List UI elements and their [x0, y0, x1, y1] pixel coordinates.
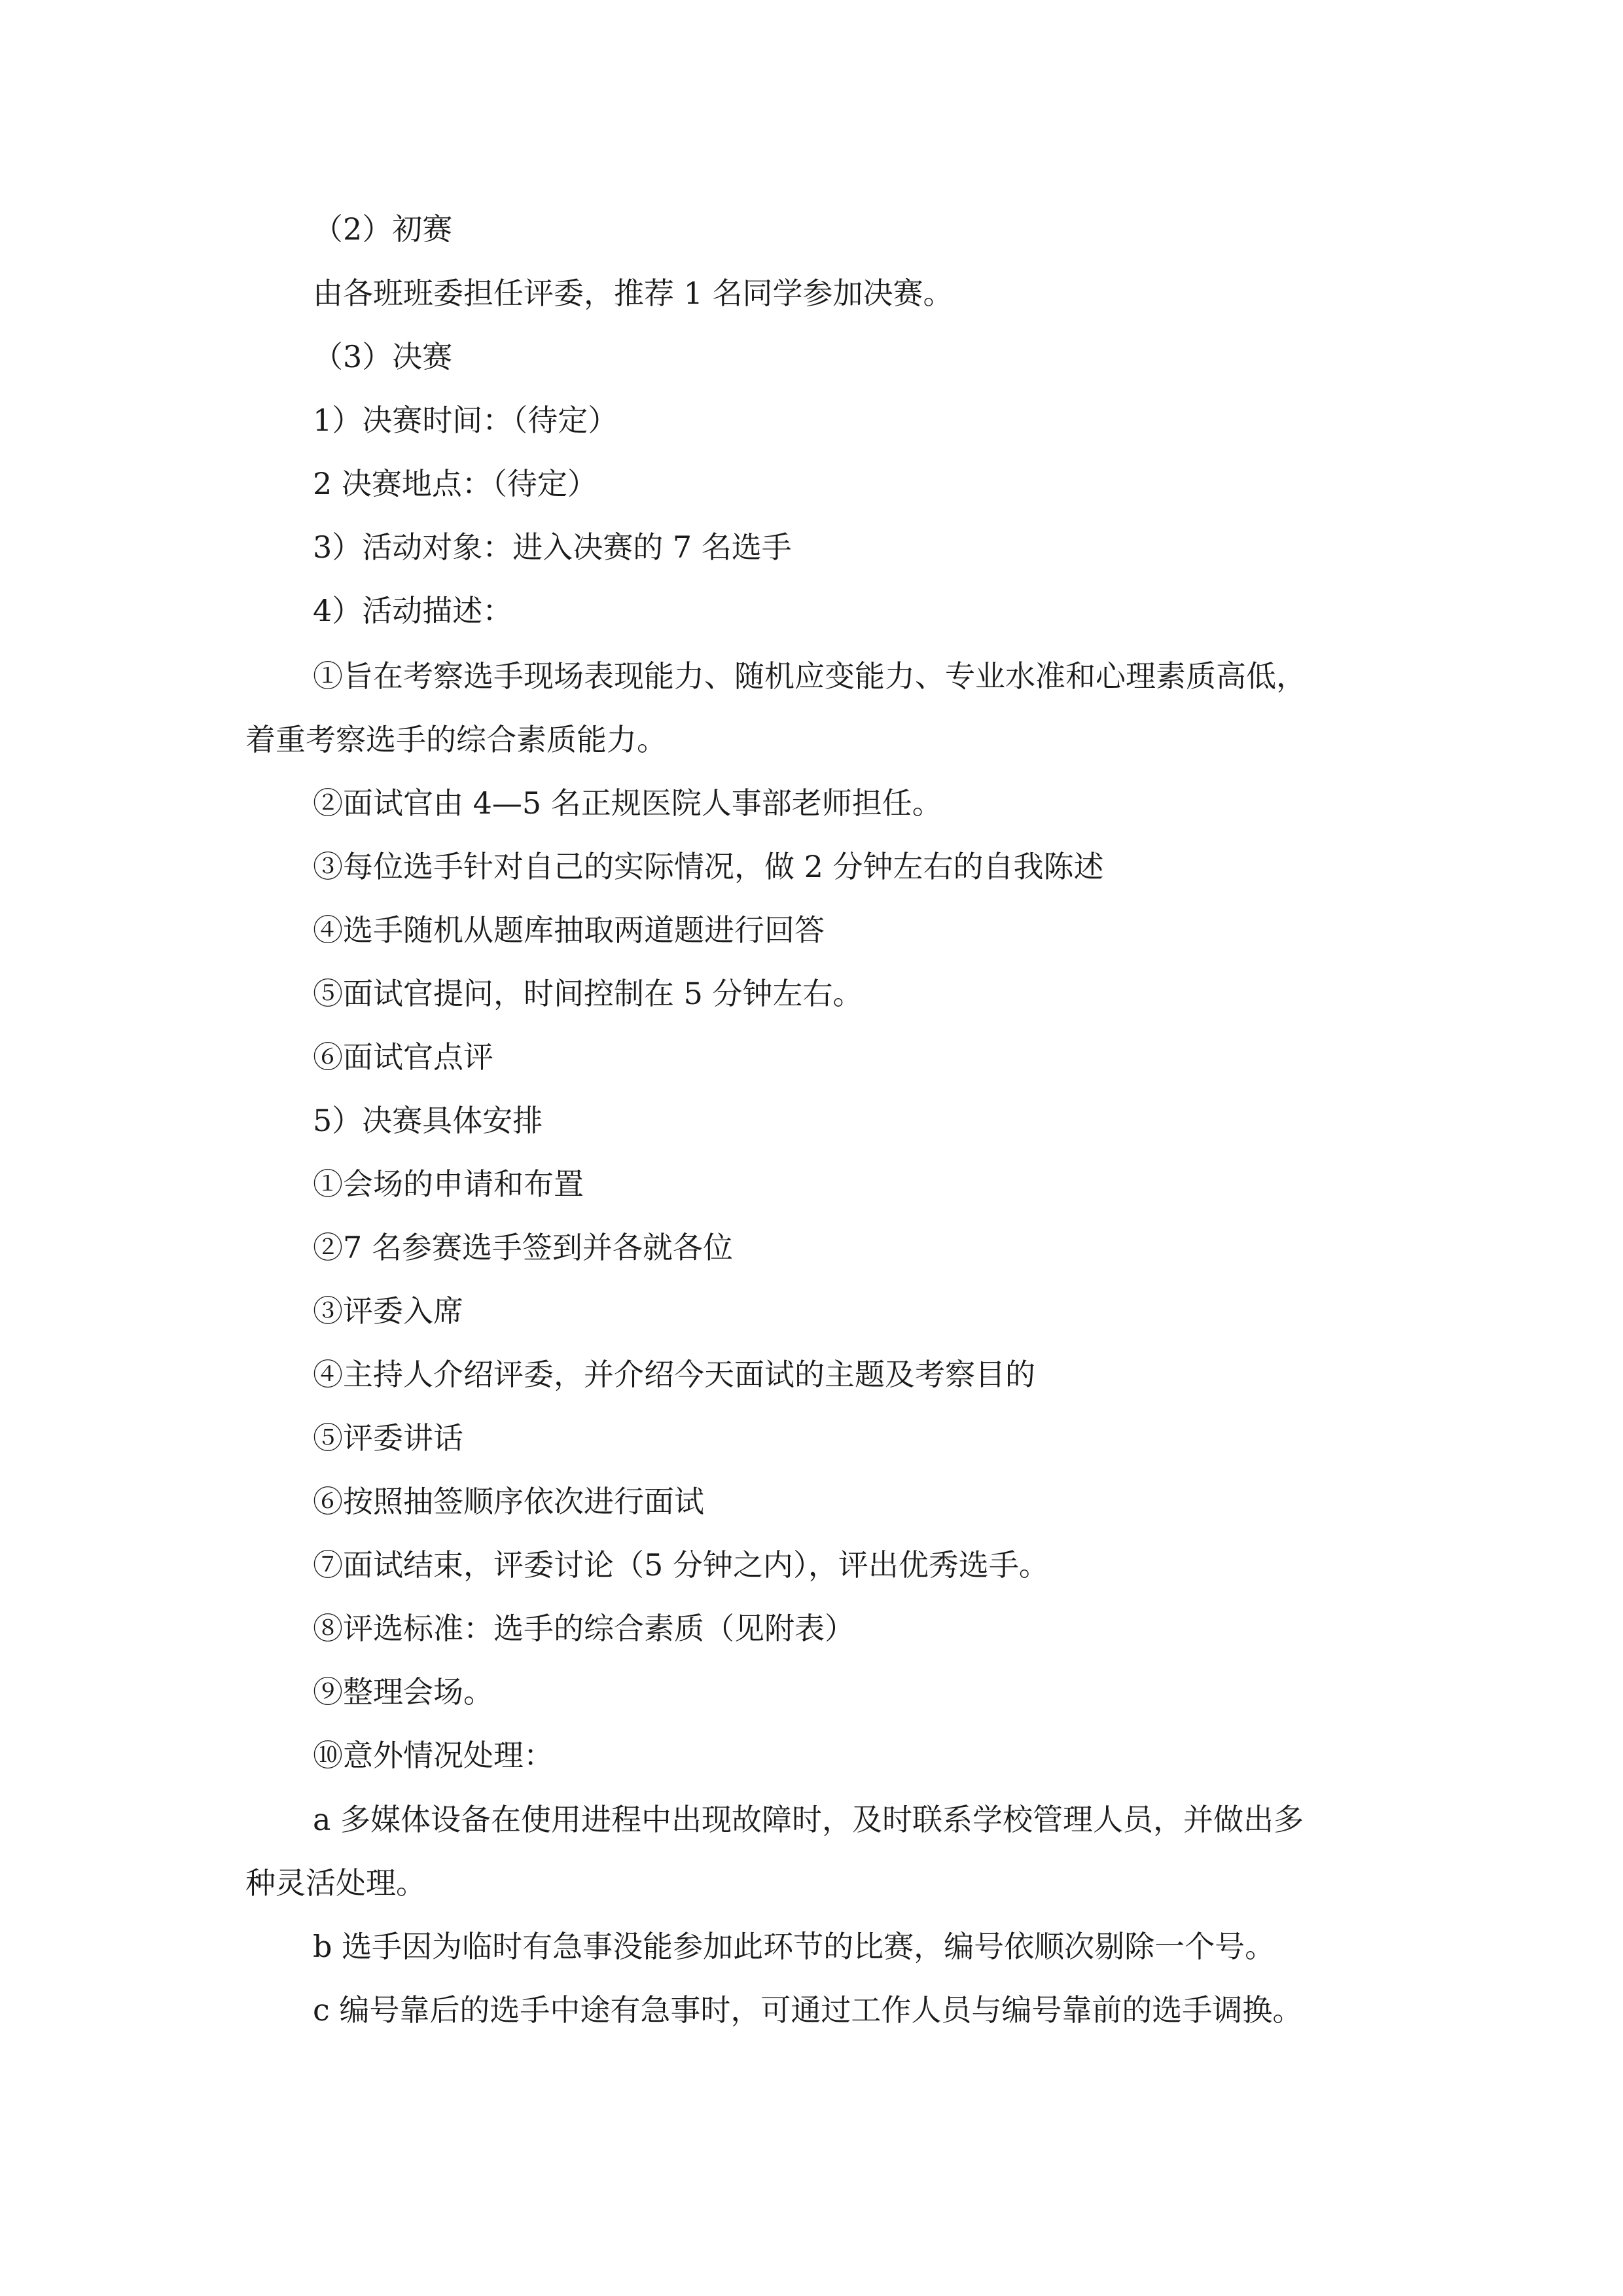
paragraph-line: ⑩意外情况处理：	[313, 1738, 554, 1773]
paragraph-line: 由各班班委担任评委，推荐 1 名同学参加决赛。	[313, 276, 954, 311]
paragraph-line: ⑨整理会场。	[313, 1674, 493, 1710]
paragraph-line: a 多媒体设备在使用进程中出现故障时，及时联系学校管理人员，并做出多	[313, 1802, 1304, 1837]
paragraph-line: ③每位选手针对自己的实际情况，做 2 分钟左右的自我陈述	[313, 849, 1104, 884]
paragraph-line: ③评委入席	[313, 1293, 463, 1329]
paragraph-line: 3）活动对象：进入决赛的 7 名选手	[313, 529, 792, 565]
paragraph-line: 2 决赛地点：（待定）	[313, 466, 597, 501]
paragraph-line: 4）活动描述：	[313, 593, 513, 628]
heading-final: （3）决赛	[313, 339, 453, 374]
paragraph-line: ⑤评委讲话	[313, 1420, 463, 1456]
paragraph-line: ④选手随机从题库抽取两道题进行回答	[313, 912, 825, 948]
paragraph-line: ⑦面试结束，评委讨论（5 分钟之内），评出优秀选手。	[313, 1547, 1049, 1583]
paragraph-line: b 选手因为临时有急事没能参加此环节的比赛，编号依顺次剔除一个号。	[313, 1929, 1275, 1964]
paragraph-line: 5）决赛具体安排	[313, 1103, 543, 1138]
paragraph-line: c 编号靠后的选手中途有急事时，可通过工作人员与编号靠前的选手调换。	[313, 1992, 1303, 2028]
paragraph-line: ④主持人介绍评委，并介绍今天面试的主题及考察目的	[313, 1357, 1035, 1392]
paragraph-line: ①旨在考察选手现场表现能力、随机应变能力、专业水准和心理素质高低，	[313, 658, 1306, 694]
heading-preliminary: （2）初赛	[313, 211, 453, 247]
paragraph-line: 1）决赛时间：（待定）	[313, 403, 618, 438]
paragraph-line: ②面试官由 4—5 名正规医院人事部老师担任。	[313, 785, 942, 821]
paragraph-line: 种灵活处理。	[245, 1865, 426, 1901]
paragraph-line: ①会场的申请和布置	[313, 1166, 584, 1202]
paragraph-line: ⑤面试官提问，时间控制在 5 分钟左右。	[313, 976, 863, 1011]
paragraph-line: 着重考察选手的综合素质能力。	[245, 722, 667, 757]
paragraph-line: ②7 名参赛选手签到并各就各位	[313, 1230, 733, 1265]
paragraph-line: ⑥按照抽签顺序依次进行面试	[313, 1484, 704, 1519]
paragraph-line: ⑥面试官点评	[313, 1039, 493, 1075]
paragraph-line: ⑧评选标准：选手的综合素质（见附表）	[313, 1611, 855, 1646]
